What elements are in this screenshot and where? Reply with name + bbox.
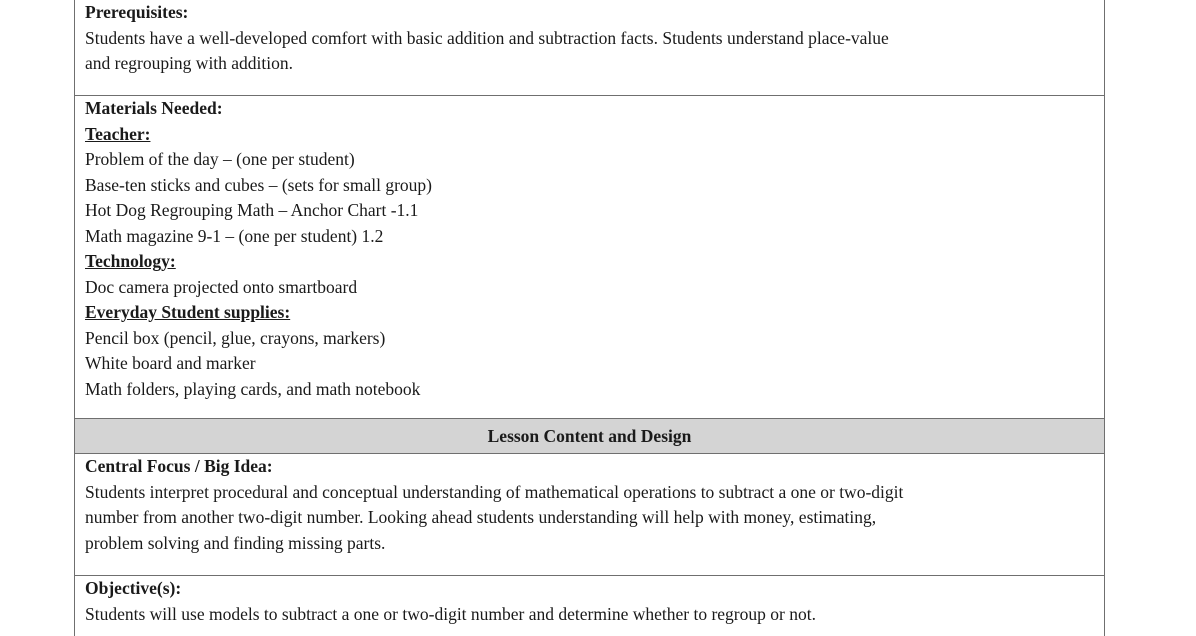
materials-cell xyxy=(75,96,1104,418)
objectives-line: Students will use models to subtract a one or two-digit number and determine whether to regroup or not. xyxy=(85,603,816,624)
central-focus-line: problem solving and finding missing parts. xyxy=(85,532,386,553)
objectives-cell xyxy=(75,576,1104,636)
central-focus-line: number from another two-digit number. Looking ahead students understanding will help with money, estimating, xyxy=(85,507,877,527)
section-header: Lesson Content and Design xyxy=(75,418,1104,454)
supplies-item: Pencil box (pencil, glue, crayons, markers) xyxy=(85,327,386,348)
teacher-item: Base-ten sticks and cubes – (sets for small group) xyxy=(85,174,433,195)
central-focus-heading: Central Focus / Big Idea: xyxy=(85,456,273,476)
materials-heading: Materials Needed: xyxy=(85,98,223,118)
prerequisites-line: and regrouping with addition. xyxy=(85,53,294,73)
lesson-plan-table xyxy=(74,0,1105,636)
objectives-heading: Objective(s): xyxy=(85,578,182,598)
technology-heading: Technology: xyxy=(85,251,176,271)
teacher-item: Hot Dog Regrouping Math – Anchor Chart -1.1 xyxy=(85,200,419,220)
prerequisites-line: Students have a well-developed comfort with basic addition and subtraction facts. Students understand place-value xyxy=(85,27,889,48)
central-focus-line: Students interpret procedural and conceptual understanding of mathematical operations to subtract a one or two-digit xyxy=(85,481,904,502)
technology-item: Doc camera projected onto smartboard xyxy=(85,276,358,297)
supplies-item: Math folders, playing cards, and math notebook xyxy=(85,378,421,399)
central-focus-cell xyxy=(75,454,1104,576)
teacher-item: Math magazine 9-1 – (one per student) 1.2 xyxy=(85,225,384,246)
supplies-heading: Everyday Student supplies: xyxy=(85,302,291,322)
prerequisites-heading: Prerequisites: xyxy=(85,2,189,22)
prerequisites-cell xyxy=(75,0,1104,96)
teacher-heading: Teacher: xyxy=(85,123,151,144)
teacher-item: Problem of the day – (one per student) xyxy=(85,149,355,169)
supplies-item: White board and marker xyxy=(85,353,256,373)
